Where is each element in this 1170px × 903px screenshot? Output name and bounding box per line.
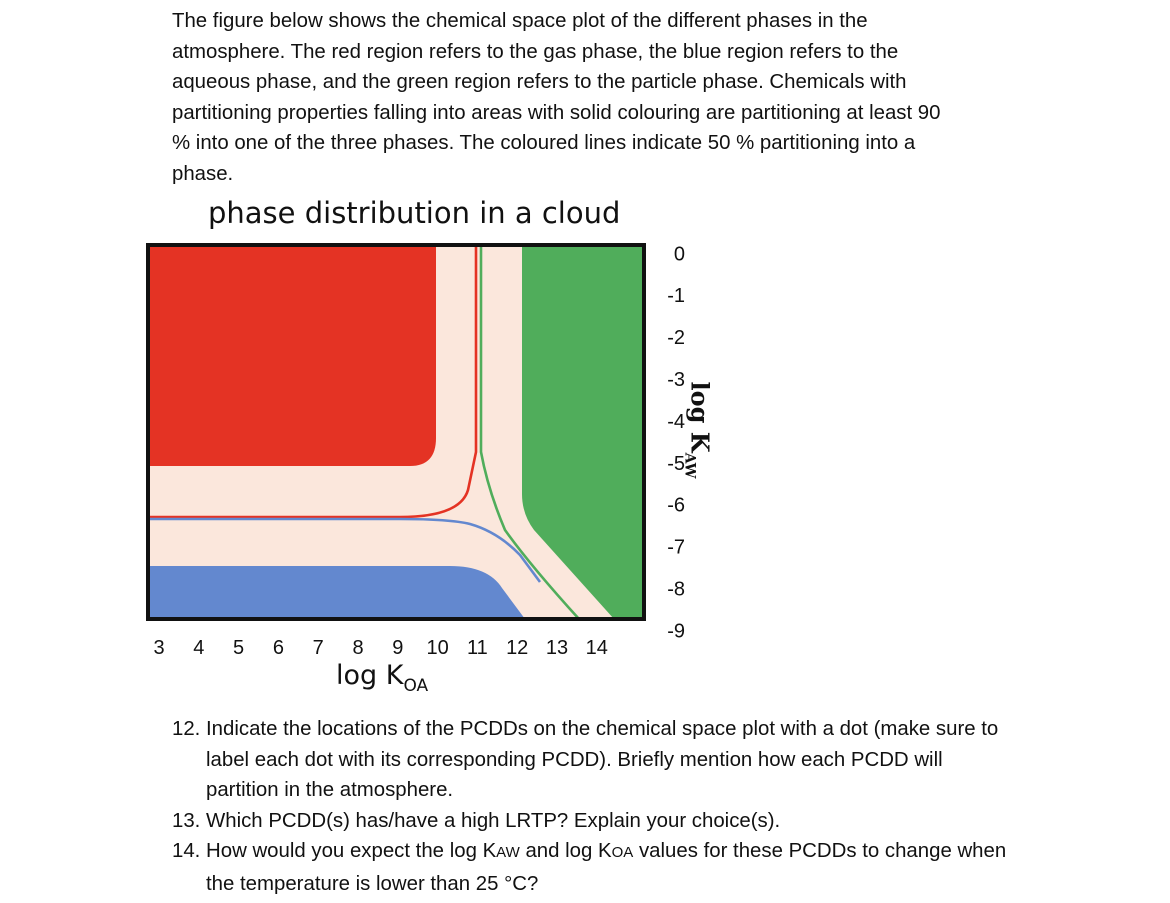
question-item — [172, 714, 1072, 806]
x-tick-label: 12 — [506, 637, 529, 659]
x-tick-label: 3 — [153, 637, 165, 659]
x-axis-label — [336, 660, 429, 696]
question-line: partition in the atmosphere. — [206, 779, 454, 801]
x-tick-label: 14 — [585, 637, 608, 659]
plot-area — [148, 245, 644, 619]
y-tick-label: -7 — [667, 536, 685, 559]
question-list — [172, 714, 1072, 899]
y-tick-label: -1 — [667, 285, 685, 308]
gas-phase-region — [148, 245, 436, 466]
y-tick-label: -4 — [667, 410, 685, 433]
y-tick-label: -6 — [667, 494, 685, 517]
intro-line: atmosphere. The red region refers to the gas phase, the blue region refers to the — [172, 40, 899, 63]
chart-title: phase distribution in a cloud — [208, 196, 621, 230]
question-number: 13. — [172, 809, 201, 832]
x-tick-label: 5 — [233, 637, 245, 659]
intro-line: The figure below shows the chemical space plot of the different phases in the — [172, 10, 868, 32]
x-tick-label: 9 — [392, 637, 404, 659]
y-tick-label: -2 — [667, 327, 685, 350]
intro-line: aqueous phase, and the green region refers to the particle phase. Chemicals with — [172, 71, 907, 93]
question-text: and log K — [519, 840, 612, 862]
y-axis-ticks — [667, 243, 685, 642]
question-line: Which PCDD(s) has/have a high LRTP? Explain your choice(s). — [206, 809, 781, 832]
question-line — [206, 836, 1072, 869]
question-number: 12. — [172, 718, 201, 740]
question-line: Indicate the locations of the PCDDs on the chemical space plot with a dot (make sure to — [206, 718, 999, 740]
y-axis-label-main: log K — [685, 381, 715, 453]
y-tick-label: -5 — [667, 452, 685, 475]
subscript-text: OA — [611, 844, 634, 861]
subscript-text: AW — [496, 844, 520, 861]
x-axis-label-subscript: OA — [403, 676, 429, 696]
question-text: How would you expect the log K — [206, 840, 497, 862]
y-tick-label: -8 — [667, 578, 685, 601]
y-axis-label — [681, 381, 715, 479]
x-tick-label: 11 — [467, 637, 488, 659]
question-item — [172, 806, 1072, 837]
question-text: values for these PCDDs to change when — [633, 840, 1007, 862]
y-axis-label-subscript: AW — [681, 452, 698, 479]
x-tick-label: 4 — [193, 637, 205, 659]
x-tick-label: 7 — [312, 637, 324, 659]
x-axis-ticks — [153, 637, 607, 659]
question-number: 14. — [172, 840, 201, 862]
intro-line: % into one of the three phases. The coloured lines indicate 50 % partitioning into a — [172, 132, 916, 154]
x-tick-label: 6 — [272, 637, 284, 659]
y-tick-label: 0 — [673, 243, 685, 266]
intro-line: phase. — [172, 162, 234, 185]
x-axis-label-main: log K — [336, 660, 404, 691]
x-tick-label: 13 — [545, 637, 569, 659]
y-tick-label: -9 — [667, 620, 685, 643]
question-line: the temperature is lower than 25 °C? — [206, 872, 539, 895]
question-item — [172, 836, 1072, 899]
y-tick-label: -3 — [667, 368, 685, 391]
x-tick-label: 8 — [352, 637, 364, 659]
intro-line: partitioning properties falling into areas with solid colouring are partitioning at least 90 — [172, 101, 941, 124]
question-line: label each dot with its corresponding PCDD). Briefly mention how each PCDD will — [206, 748, 943, 771]
aqueous-phase-region — [148, 566, 525, 619]
x-tick-label: 10 — [426, 637, 449, 659]
